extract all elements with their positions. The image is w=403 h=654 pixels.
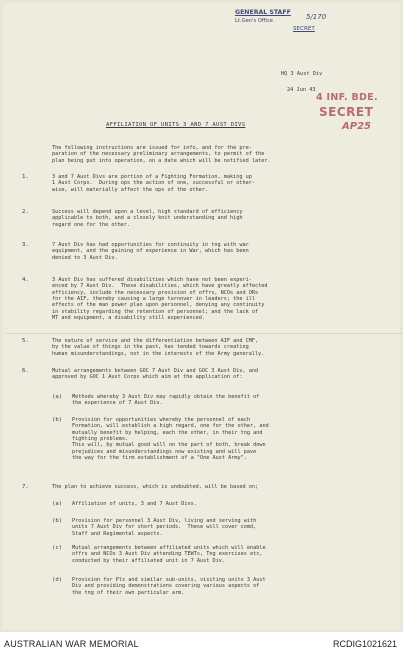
sub-para-letter: (a) [52, 501, 63, 507]
paragraph-7d: Provision for Pls and similar sub-units, visiting units 3 Aust Div and providing demonstrations covering various aspects of the tng of their own particular arm. [72, 577, 266, 596]
para-number: 3. [22, 242, 29, 248]
paragraph-3: 7 Aust Div has had opportunities for continuity in tng with war equipment, and the gaining of experience in War, which has been denied to 3 Aust Div. [52, 242, 249, 261]
date-line: 24 Jun 43 [287, 87, 316, 93]
ap-handwritten: AP25 [342, 121, 371, 132]
paper-sheet [3, 3, 400, 630]
paragraph-2: Success will depend upon a level, high standard of efficiency applicable to both, and a closely knit understanding and high regard one for the other. [52, 209, 243, 228]
paragraph-4: 3 Aust Div has suffered disabilities which have not been experi- enced by 7 Aust Div. These disabilities, which have greatly affected efficiency, include the necessary provision of offrs, NCOs and ORs for the AIF, thereby causing a large turnover in leaders; the ill effects of the man power plan upon personnel, denying any continuity in stability regarding the retention of personnel; and the lack of MT and equipment, a disability still experienced. [52, 277, 268, 322]
paragraph-1: 3 and 7 Aust Divs are portion of a Fighting Formation, making up 1 Aust Corps. During ops the action of one, successful or other- wise, will materially affect the ops of the other. [52, 174, 256, 193]
para-number: 1. [22, 174, 29, 180]
paragraph-7b: Provision for personnel 3 Aust Div, living and serving with units 7 Aust Div for short periods. These will cover comd, Staff and Regimental aspects. [72, 518, 257, 537]
paragraph-6b: Provision for opportunities whereby the personnel of each Formation, will establish a high regard, one for the other, and mutually benefit by helping, each the other, in their tng and fighting problems. This will, by mutual good will on the part of both, break down prejudices and misunderstandings now existing and will pave the way for the firm establishment of a "One Aust Army". [72, 417, 269, 462]
general-staff-sub: Lt.Gen's Office [235, 18, 273, 24]
archive-record-id: RCDIG1021621 [332, 639, 397, 649]
paragraph-7c: Mutual arrangements between affiliated units which will enable offrs and NCOs 3 Aust Div attending TEWTs, Tng exercises etc, conducted by their affiliated unit in 7 Aust Div. [72, 545, 266, 564]
para-number: 7. [22, 484, 29, 490]
sub-para-letter: (d) [52, 577, 63, 583]
paragraph-5: The nature of service and the differentiation between AIF and CMF, by the value of things in the past, has tended towards creating human misunderstandings, not in the interests of the Army generally. [52, 338, 265, 357]
intro-paragraph: The following instructions are issued for info, and for the pre- paration of the necessary preliminary arrangements, to permit of the plan being put into operation, on a date which will be notified later. [52, 145, 271, 164]
general-staff-stamp: GENERAL STAFF [235, 9, 291, 16]
sub-para-letter: (b) [52, 518, 63, 524]
para-number: 2. [22, 209, 29, 215]
paragraph-7: The plan to achieve success, which is undoubted, will be based on; [52, 484, 259, 490]
fold-line [6, 333, 403, 334]
brigade-secret-stamp: SECRET [319, 105, 374, 119]
document-title: AFFILIATION OF UNITS 3 AND 7 AUST DIVS [106, 122, 246, 128]
paragraph-6: Mutual arrangements between GOC 7 Aust Div and GOC 3 Aust Div, and approved by GOC 1 Aust Corps which aim at the application of: [52, 368, 259, 381]
paragraph-6a: Methods whereby 3 Aust Div may rapidly obtain the benefit of the experience of 7 Aust Div. [72, 394, 260, 407]
secret-label: SECRET [293, 26, 315, 32]
archive-footer [0, 632, 403, 654]
brigade-stamp: 4 INF. BDE. [316, 92, 378, 103]
sub-para-letter: (a) [52, 394, 63, 400]
hq-line: HQ 3 Aust Div [281, 71, 323, 77]
para-number: 5. [22, 338, 29, 344]
sub-para-letter: (b) [52, 417, 63, 423]
para-number: 6. [22, 368, 29, 374]
sub-para-letter: (c) [52, 545, 63, 551]
paragraph-7a: Affiliation of units, 3 and 7 Aust Divs. [72, 501, 197, 507]
para-number: 4. [22, 277, 29, 283]
archive-name: AUSTRALIAN WAR MEMORIAL [4, 639, 139, 649]
reference-number: 5/170 [306, 13, 327, 21]
